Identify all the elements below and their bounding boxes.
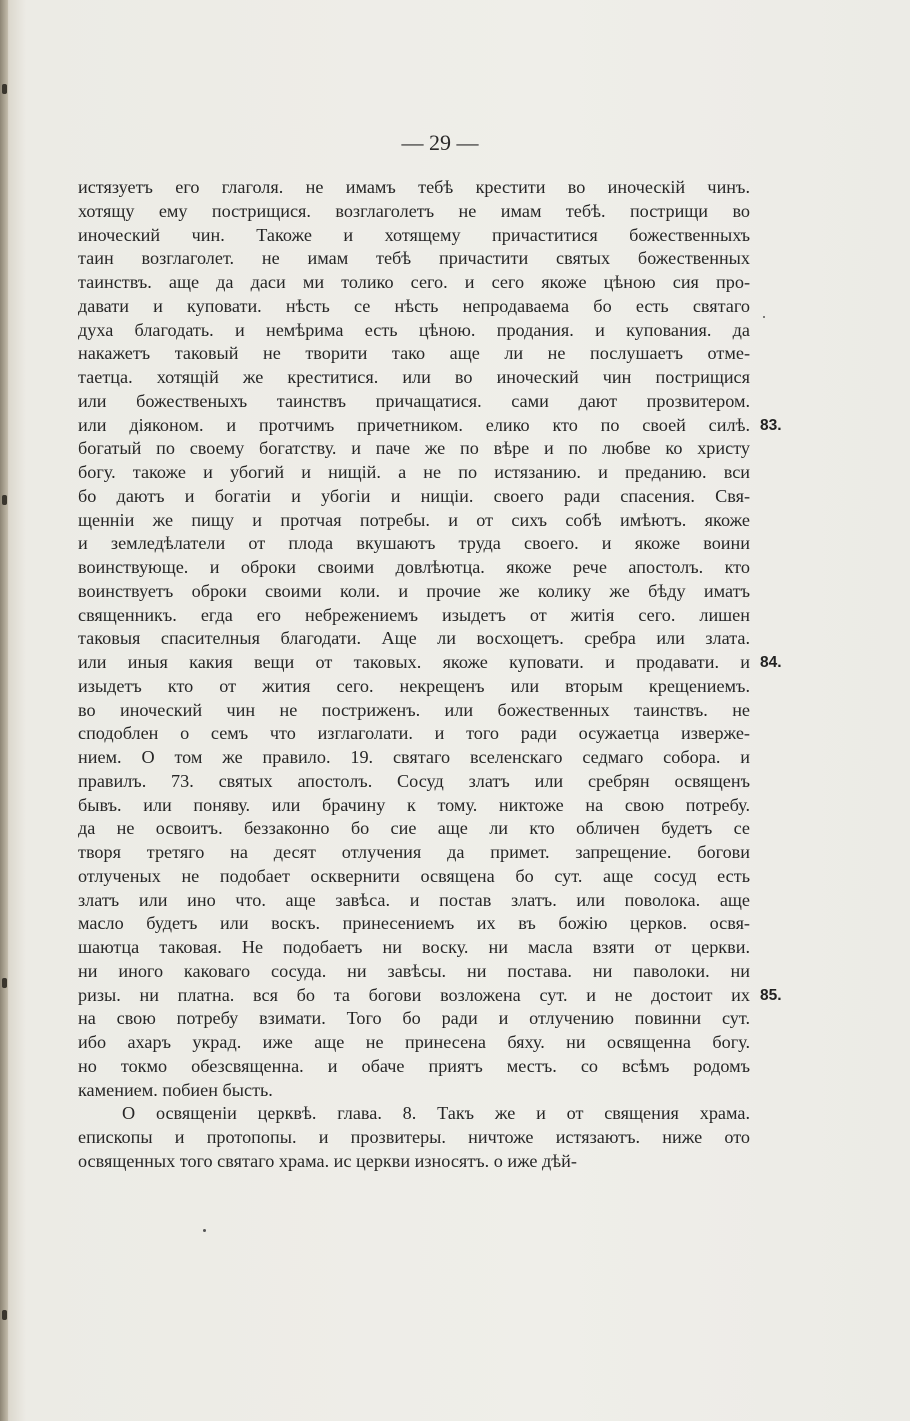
text-line: бо даютъ и богатіи и убогіи и нищіи. своего ради спасения. Свя- <box>78 485 750 506</box>
text-line: таинствъ. аще да даси ми толико сего. и сего якоже цѣною сия про- <box>78 272 750 292</box>
binding-mark <box>2 1310 7 1320</box>
text-line: богатый по своему богатству. и паче же по вѣре и по любве ко христу <box>78 438 750 459</box>
text-line: и земледѣлатели от плода вкушаютъ труда своего. и якоже воини <box>78 533 750 554</box>
text-line: нием. О том же правило. 19. святаго вселенскаго седмаго собора. и <box>78 747 750 767</box>
text-line: или діяконом. и протчимъ причетником. елико кто по своей силѣ. <box>78 414 750 435</box>
text-line: освященных того святаго храма. ис церкви износятъ. о иже дѣй- <box>78 1150 577 1171</box>
binding-mark <box>2 495 7 505</box>
text-line: воинствующе. и оброки своими довлѣютца. якоже рече апостолъ. кто <box>78 557 750 577</box>
paper-speck <box>203 1229 206 1232</box>
text-line: шаютца таковая. Не подобаетъ ни воску. ни масла взяти от церкви. <box>78 937 750 957</box>
page-number: — 29 — <box>401 130 479 155</box>
text-line: щенніи же пищу и протчая потребы. и от сихъ собѣ имѣютъ. якоже <box>78 509 750 530</box>
margin-number: 83. <box>760 416 782 434</box>
text-line: таковыя спасителныя благодати. Аще ли восхощетъ. сребра или злата. <box>78 628 750 649</box>
text-line: иноческий чин. Такоже и хотящему причаститися божественныхъ <box>78 224 750 245</box>
text-line: священникъ. егда его небрежениемъ изыдетъ от житія сего. лишен <box>78 604 750 625</box>
text-line: ни иного каковаго сосуда. ни завѣсы. ни постава. ни паволоки. ни <box>78 960 750 981</box>
text-line: ризы. ни платна. вся бо та богови возложена сут. и не достоит их <box>78 984 750 1005</box>
text-line: златъ или ино что. аще завѣса. и постав златъ. или поволока. аще <box>78 889 750 910</box>
text-line: таин возглаголет. не имам тебѣ причастити святых божественных <box>78 248 750 269</box>
text-line: давати и куповати. нѣсть се нѣсть непродаваема бо есть святаго <box>78 295 750 316</box>
text-line: во иноческий чин не постриженъ. или божественных таинствъ. не <box>78 699 750 720</box>
text-line: или иныя какия вещи от таковых. якоже куповати. и продавати. и <box>78 652 750 672</box>
text-line: отлученых не подобает осквернити освящена бо сут. аще сосуд есть <box>78 865 750 886</box>
text-line: истязуетъ его глаголя. не имамъ тебѣ крестити во иноческій чинъ. <box>78 177 750 197</box>
text-line: таетца. хотящій же креститися. или во иноческий чин пострищися <box>78 367 750 387</box>
text-line: изыдетъ кто от жития сего. некрещенъ или вторым крещениемъ. <box>78 675 750 696</box>
text-line: сподоблен о семъ что изглаголати. и того ради осужаетца изверже- <box>78 723 750 744</box>
binding-mark <box>2 978 7 988</box>
text-line: творя третяго на десят отлучения да примет. запрещение. богови <box>78 842 750 862</box>
text-line: или божественыхъ таинствъ причащатися. сами дают прозвитером. <box>78 390 750 411</box>
text-line: ибо ахаръ украд. иже аще не принесена бяху. ни освященна богу. <box>78 1032 750 1052</box>
text-line: накажетъ таковый не творити тако аще ли не послушаетъ отме- <box>78 343 750 364</box>
text-line: воинствуетъ оброки своими коли. и прочие же колику же бѣду иматъ <box>78 580 750 601</box>
margin-number: 85. <box>760 986 782 1004</box>
text-line: на свою потребу взимати. Того бо ради и отлучению повинни сут. <box>78 1008 750 1029</box>
page-binding-edge <box>0 0 8 1421</box>
text-line: правилъ. 73. святых апостолъ. Сосуд златъ или сребрян освященъ <box>78 770 750 791</box>
paper-speck <box>763 316 765 318</box>
text-line: бывъ. или поняву. или брачину к тому. никтоже на свою потребу. <box>78 794 750 815</box>
text-line: духа благодать. и немѣрима есть цѣною. продания. и купования. да <box>78 319 750 340</box>
text-line: но токмо обезсвященна. и обаче приятъ местъ. со всѣмъ родомъ <box>78 1055 750 1076</box>
text-line: да не освоитъ. беззаконно бо сие аще ли кто обличен будетъ се <box>78 818 750 839</box>
text-line: масло будетъ или воскъ. принесениемъ их въ божію церков. освя- <box>78 913 750 934</box>
text-line: епископы и протопопы. и прозвитеры. ничтоже истязаютъ. ниже ото <box>78 1127 750 1147</box>
body-text <box>78 176 750 1174</box>
binding-mark <box>2 84 7 94</box>
text-line: хотящу ему пострищися. возглаголетъ не имам тебѣ. пострищи во <box>78 200 750 221</box>
text-line: богу. такоже и убогий и нищій. а не по истязанию. и преданию. вси <box>78 462 750 482</box>
text-line: камением. побиен бысть. <box>78 1079 273 1100</box>
text-line: О освященіи церквѣ. глава. 8. Такъ же и от священия храма. <box>122 1103 750 1124</box>
margin-number: 84. <box>760 654 782 671</box>
